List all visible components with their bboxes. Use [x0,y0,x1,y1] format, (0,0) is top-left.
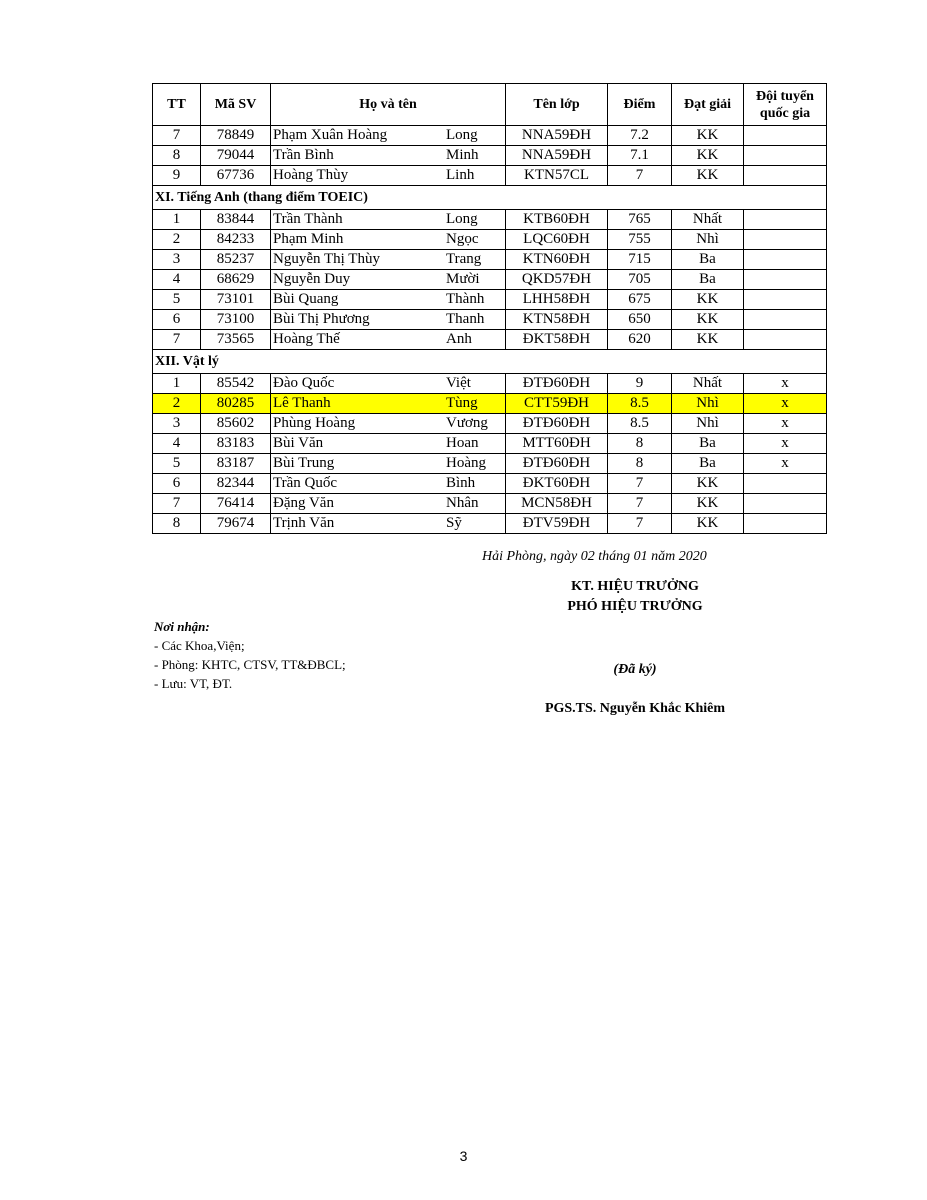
cell-doi-tuyen [744,146,827,166]
cell-ten-lop: KTN58ĐH [506,310,608,330]
cell-ten: Vương [446,415,488,431]
header-diem: Điểm [608,84,672,126]
cell-diem: 7 [608,166,672,186]
header-ho-ten: Họ và tên [271,84,506,126]
table-row [153,270,827,290]
cell-dat-giai: Nhất [672,210,744,230]
cell-diem: 7 [608,474,672,494]
cell-doi-tuyen [744,494,827,514]
table-row [153,126,827,146]
cell-ho-ten [271,494,506,514]
cell-tt: 5 [153,454,201,474]
cell-dat-giai: KK [672,310,744,330]
cell-tt: 6 [153,474,201,494]
cell-ho-ten [271,394,506,414]
cell-diem: 8.5 [608,414,672,434]
cell-ho: Nguyễn Thị Thùy [273,251,380,267]
cell-tt: 4 [153,434,201,454]
cell-ten-lop: LQC60ĐH [506,230,608,250]
cell-tt: 1 [153,374,201,394]
recipient-item: - Phòng: KHTC, CTSV, TT&ĐBCL; [154,657,346,672]
cell-diem: 755 [608,230,672,250]
cell-ma-sv: 84233 [201,230,271,250]
recipient-item: - Lưu: VT, ĐT. [154,676,233,691]
cell-ma-sv: 79674 [201,514,271,534]
cell-ho-ten [271,414,506,434]
section-title: XII. Vật lý [153,350,827,374]
cell-doi-tuyen [744,514,827,534]
signed-note: (Đã ký) [613,662,657,677]
signer-name: PGS.TS. Nguyễn Khắc Khiêm [544,701,726,716]
cell-ten-lop: NNA59ĐH [506,126,608,146]
cell-tt: 4 [153,270,201,290]
table-header-row [153,84,827,126]
cell-ho: Phạm Minh [273,231,344,247]
cell-doi-tuyen: x [744,374,827,394]
cell-ten-lop: ĐTĐ60ĐH [506,374,608,394]
cell-ho-ten [271,374,506,394]
cell-ho: Phùng Hoàng [273,415,356,431]
table-row [153,494,827,514]
cell-ho: Bùi Trung [273,455,335,471]
cell-ma-sv: 73100 [201,310,271,330]
cell-tt: 9 [153,166,201,186]
recipient-item: - Các Khoa,Viện; [154,638,245,653]
cell-ho: Hoàng Thế [273,331,340,347]
header-doi-tuyen [744,84,827,126]
cell-ho-ten [271,514,506,534]
cell-diem: 8 [608,454,672,474]
table-row [153,374,827,394]
cell-dat-giai: Nhì [672,414,744,434]
cell-ho: Bùi Văn [273,435,324,451]
cell-ma-sv: 73101 [201,290,271,310]
cell-ten-lop: KTN57CL [506,166,608,186]
cell-ho-ten [271,126,506,146]
cell-doi-tuyen [744,210,827,230]
cell-ho-ten [271,210,506,230]
section-title: XI. Tiếng Anh (thang điểm TOEIC) [153,186,827,210]
cell-tt: 3 [153,250,201,270]
cell-dat-giai: Nhì [672,230,744,250]
table-row [153,394,827,414]
table-row [153,454,827,474]
table-row [153,474,827,494]
cell-ten: Linh [446,167,475,183]
cell-diem: 620 [608,330,672,350]
cell-diem: 7 [608,494,672,514]
cell-ten-lop: NNA59ĐH [506,146,608,166]
cell-doi-tuyen [744,310,827,330]
cell-dat-giai: KK [672,290,744,310]
cell-doi-tuyen [744,250,827,270]
cell-ma-sv: 79044 [201,146,271,166]
cell-ho-ten [271,454,506,474]
cell-ten: Trang [446,251,482,267]
cell-ten: Thành [446,291,485,307]
cell-ten-lop: QKD57ĐH [506,270,608,290]
recipients-block [154,617,346,693]
header-doi-tuyen-line2: quốc gia [759,105,811,121]
cell-dat-giai: KK [672,330,744,350]
cell-dat-giai: Ba [672,270,744,290]
cell-doi-tuyen: x [744,414,827,434]
cell-dat-giai: KK [672,514,744,534]
header-ten-lop: Tên lớp [506,84,608,126]
cell-diem: 650 [608,310,672,330]
cell-ten-lop: KTB60ĐH [506,210,608,230]
cell-ma-sv: 85542 [201,374,271,394]
cell-ten-lop: KTN60ĐH [506,250,608,270]
cell-ten: Sỹ [446,515,462,531]
cell-ma-sv: 85602 [201,414,271,434]
cell-dat-giai: Ba [672,250,744,270]
cell-ho: Trần Quốc [273,475,338,491]
cell-ma-sv: 76414 [201,494,271,514]
table-row [153,230,827,250]
cell-ten-lop: ĐTĐ60ĐH [506,414,608,434]
cell-doi-tuyen [744,270,827,290]
cell-diem: 8.5 [608,394,672,414]
cell-dat-giai: KK [672,166,744,186]
cell-ho-ten [271,230,506,250]
cell-ho-ten [271,310,506,330]
cell-ho: Trịnh Văn [273,515,335,531]
cell-doi-tuyen [744,166,827,186]
cell-ten-lop: CTT59ĐH [506,394,608,414]
table-body [153,126,827,534]
cell-doi-tuyen [744,290,827,310]
cell-tt: 5 [153,290,201,310]
cell-ten-lop: ĐTĐ60ĐH [506,454,608,474]
cell-tt: 8 [153,146,201,166]
page-number: 3 [459,1148,468,1164]
cell-dat-giai: KK [672,146,744,166]
cell-ho: Lê Thanh [273,395,331,411]
table-row [153,514,827,534]
cell-diem: 9 [608,374,672,394]
cell-tt: 2 [153,394,201,414]
cell-ma-sv: 68629 [201,270,271,290]
cell-doi-tuyen [744,474,827,494]
header-ma-sv: Mã SV [201,84,271,126]
cell-ten-lop: ĐTV59ĐH [506,514,608,534]
cell-ma-sv: 78849 [201,126,271,146]
cell-ten: Hoàng [446,455,486,471]
cell-ten: Long [446,211,478,227]
cell-ho-ten [271,290,506,310]
table-row [153,434,827,454]
cell-ho-ten [271,270,506,290]
signature-title-1: KT. HIỆU TRƯỞNG [571,579,699,594]
section-row [153,186,827,210]
cell-tt: 8 [153,514,201,534]
table-row [153,166,827,186]
cell-ma-sv: 83187 [201,454,271,474]
header-doi-tuyen-line1: Đội tuyển [756,88,814,104]
cell-diem: 765 [608,210,672,230]
cell-diem: 715 [608,250,672,270]
cell-ho: Phạm Xuân Hoàng [273,127,388,143]
cell-ten: Việt [446,375,471,391]
cell-ten: Anh [446,331,472,347]
cell-dat-giai: KK [672,474,744,494]
table-row [153,250,827,270]
cell-ma-sv: 85237 [201,250,271,270]
cell-ten: Bình [446,475,476,491]
cell-ten-lop: ĐKT60ĐH [506,474,608,494]
cell-ma-sv: 83844 [201,210,271,230]
recipients-title: Nơi nhận: [154,619,210,634]
cell-ten: Thanh [446,311,485,327]
cell-ma-sv: 83183 [201,434,271,454]
cell-tt: 2 [153,230,201,250]
cell-ho-ten [271,330,506,350]
cell-tt: 6 [153,310,201,330]
cell-ma-sv: 67736 [201,166,271,186]
cell-dat-giai: Ba [672,434,744,454]
cell-doi-tuyen [744,126,827,146]
cell-dat-giai: KK [672,126,744,146]
cell-diem: 7.1 [608,146,672,166]
cell-diem: 675 [608,290,672,310]
section-row [153,350,827,374]
cell-doi-tuyen: x [744,454,827,474]
cell-ho: Đặng Văn [273,495,334,511]
cell-ten-lop: MCN58ĐH [506,494,608,514]
results-table [152,83,827,534]
cell-dat-giai: KK [672,494,744,514]
cell-ten: Mười [446,271,480,287]
cell-ho-ten [271,474,506,494]
cell-ho: Hoàng Thùy [273,167,349,183]
header-dat-giai: Đạt giải [672,84,744,126]
table-row [153,146,827,166]
cell-doi-tuyen [744,330,827,350]
cell-ten: Minh [446,147,479,163]
cell-tt: 7 [153,126,201,146]
cell-ho: Trần Thành [273,211,343,227]
cell-ten: Long [446,127,478,143]
cell-tt: 3 [153,414,201,434]
cell-ho: Trần Bình [273,147,334,163]
cell-diem: 7.2 [608,126,672,146]
cell-doi-tuyen: x [744,434,827,454]
signature-titles [505,577,765,617]
cell-dat-giai: Nhất [672,374,744,394]
cell-diem: 8 [608,434,672,454]
cell-ma-sv: 73565 [201,330,271,350]
table-row [153,310,827,330]
cell-ho: Bùi Quang [273,291,339,307]
date-line: Hải Phòng, ngày 02 tháng 01 năm 2020 [482,549,707,564]
cell-ten: Ngọc [446,231,479,247]
cell-doi-tuyen [744,230,827,250]
table-row [153,290,827,310]
table-row [153,414,827,434]
cell-diem: 7 [608,514,672,534]
cell-doi-tuyen: x [744,394,827,414]
cell-ma-sv: 80285 [201,394,271,414]
cell-ho: Đào Quốc [273,375,335,391]
cell-ho-ten [271,250,506,270]
table-row [153,210,827,230]
cell-ten: Nhân [446,495,479,511]
cell-tt: 7 [153,494,201,514]
signature-title-2: PHÓ HIỆU TRƯỞNG [567,599,703,614]
cell-ho-ten [271,166,506,186]
cell-ten-lop: MTT60ĐH [506,434,608,454]
table-row [153,330,827,350]
cell-tt: 7 [153,330,201,350]
cell-ho: Nguyễn Duy [273,271,351,287]
cell-ho-ten [271,434,506,454]
cell-dat-giai: Ba [672,454,744,474]
cell-tt: 1 [153,210,201,230]
cell-ten-lop: ĐKT58ĐH [506,330,608,350]
header-tt: TT [153,84,201,126]
cell-ho: Bùi Thị Phương [273,311,370,327]
cell-ma-sv: 82344 [201,474,271,494]
cell-ten: Hoan [446,435,479,451]
cell-dat-giai: Nhì [672,394,744,414]
cell-ten: Tùng [446,395,478,411]
cell-diem: 705 [608,270,672,290]
cell-ten-lop: LHH58ĐH [506,290,608,310]
cell-ho-ten [271,146,506,166]
